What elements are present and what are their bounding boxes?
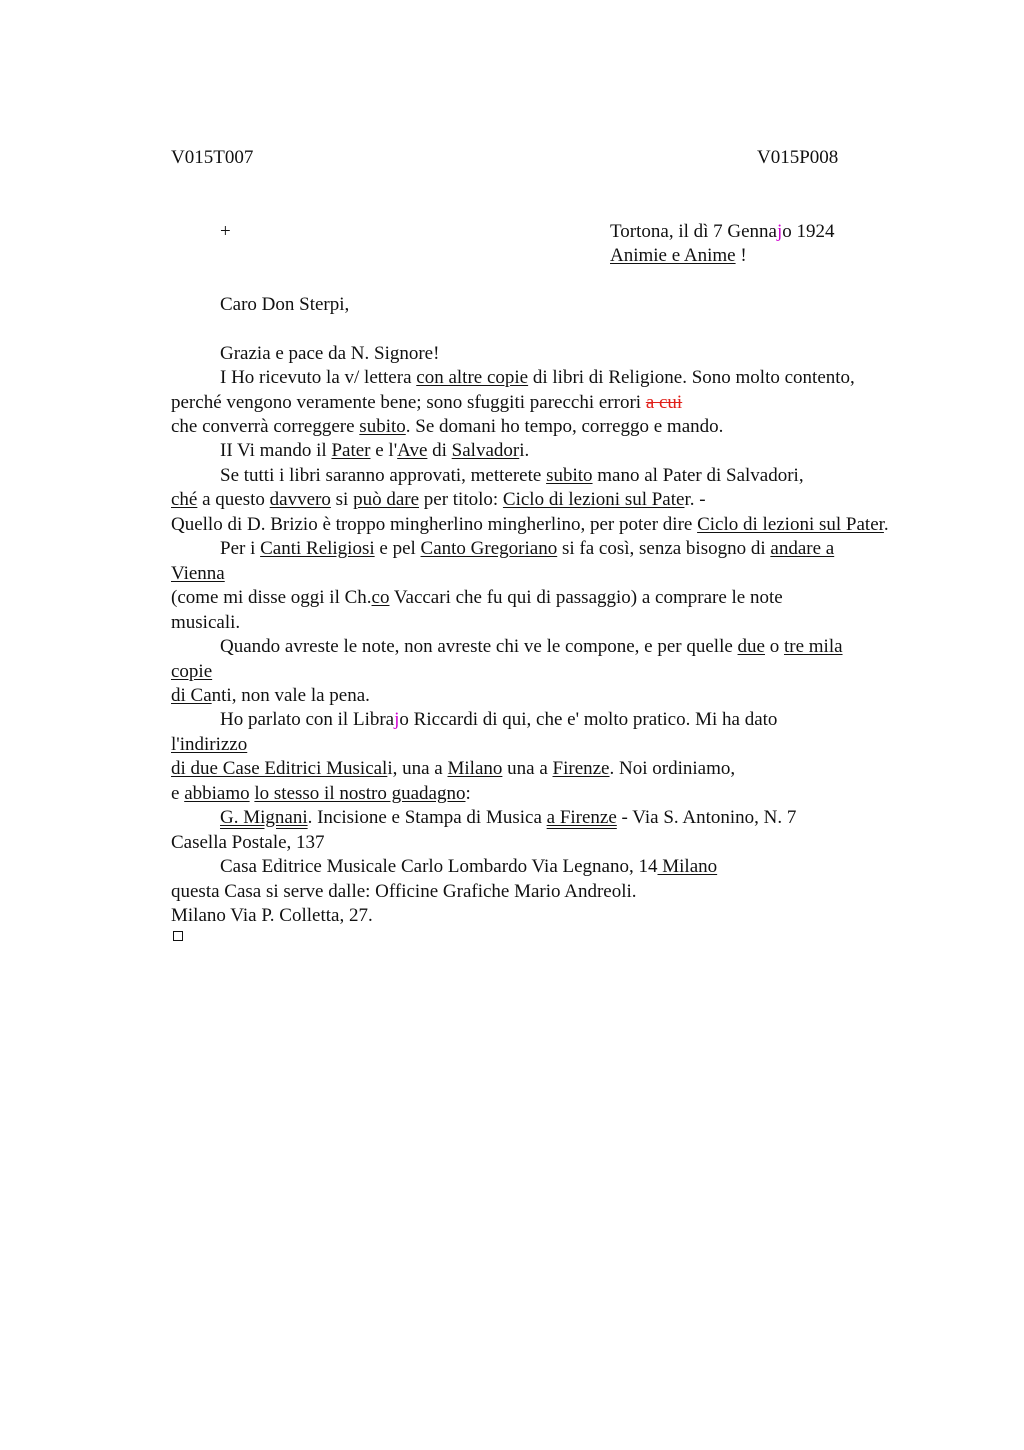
- text: di libri di Religione. Sono molto contento,: [528, 367, 855, 388]
- struck-text: a cui: [645, 392, 683, 413]
- motto: [610, 244, 747, 268]
- text: i, una a: [387, 758, 448, 779]
- underlined-text: due: [737, 636, 765, 657]
- underlined-text: di Ca: [171, 685, 212, 706]
- body-line: [171, 660, 212, 684]
- text: o: [764, 636, 784, 657]
- text: .: [883, 514, 889, 535]
- body-line: [171, 562, 225, 586]
- body-line: [171, 415, 723, 439]
- header-right-code: V015P008: [757, 147, 839, 168]
- place-date-j: j: [777, 221, 783, 242]
- underlined-text: davvero: [269, 489, 331, 510]
- place-date-part: o 1924: [782, 221, 835, 242]
- body-line: [171, 733, 247, 757]
- underlined-text: co: [371, 587, 390, 608]
- underlined-text: Ciclo di lezioni sul Pater: [697, 514, 884, 535]
- underlined-text: abbiamo: [184, 783, 250, 804]
- underlined-text: lo stesso il nostro guadagno: [254, 783, 466, 804]
- body-line: [220, 537, 834, 561]
- text: Quello di D. Brizio è troppo mingherlino mingherlino, per poter dire: [171, 514, 698, 535]
- body-line: [220, 439, 529, 463]
- underlined-text: subito: [359, 416, 406, 437]
- underlined-text: Milano: [657, 856, 718, 877]
- text: Se tutti i libri saranno approvati, metterete: [220, 465, 547, 486]
- text: si: [330, 489, 354, 510]
- body-line: [220, 708, 777, 732]
- place-date: [610, 220, 835, 244]
- text: perché vengono veramente bene; sono sfuggiti parecchi errori: [171, 392, 646, 413]
- double-underlined-text: G. Mignani: [220, 807, 308, 828]
- text: Ho parlato con il Libra: [220, 709, 395, 730]
- underlined-text: Vienna: [171, 563, 225, 584]
- text: per titolo:: [419, 489, 503, 510]
- text: a questo: [197, 489, 270, 510]
- body-line: [171, 513, 889, 537]
- body-line: [220, 464, 804, 488]
- body-line: [171, 611, 240, 635]
- body-line: [220, 366, 855, 390]
- underlined-text: Canti Religiosi: [260, 538, 375, 559]
- place-date-part: Tortona, il dì 7 Genna: [610, 221, 777, 242]
- text: o Riccardi di qui, che e' molto pratico. Mi ha dato: [399, 709, 778, 730]
- text: Casella Postale, 137: [171, 832, 325, 853]
- body-line: [220, 635, 843, 659]
- underlined-text: ché: [171, 489, 198, 510]
- square-outline-icon: [173, 931, 183, 941]
- body-line: [171, 391, 682, 415]
- text: e: [171, 783, 185, 804]
- text: II Vi mando il: [220, 440, 332, 461]
- text: Quando avreste le note, non avreste chi ve le compone, e per quelle: [220, 636, 738, 657]
- text: nti, non vale la pena.: [211, 685, 370, 706]
- body-line: [220, 855, 717, 879]
- underlined-text: Ave: [397, 440, 428, 461]
- header-left-code: V015T007: [171, 147, 254, 168]
- magenta-letter: j: [394, 709, 400, 730]
- text: questa Casa si serve dalle: Officine Grafiche Mario Andreoli.: [171, 881, 637, 902]
- text: i.: [519, 440, 530, 461]
- underlined-text: tre mila: [783, 636, 843, 657]
- underlined-text: di due Case Editrici Musical: [171, 758, 388, 779]
- text: una a: [502, 758, 553, 779]
- text: (come mi disse oggi il Ch.: [171, 587, 372, 608]
- underlined-text: con altre copie: [416, 367, 529, 388]
- text: Per i: [220, 538, 261, 559]
- underlined-text: copie: [171, 661, 213, 682]
- motto-mark: !: [735, 245, 747, 266]
- greeting: Grazia e pace da N. Signore!: [220, 343, 440, 364]
- underlined-text: Pater: [331, 440, 371, 461]
- text: . Noi ordiniamo,: [609, 758, 736, 779]
- text: - Via S. Antonino, N. 7: [616, 807, 797, 828]
- text: mano al Pater di Salvadori,: [592, 465, 804, 486]
- text: di: [427, 440, 452, 461]
- text: musicali.: [171, 612, 241, 633]
- body-line: [171, 586, 783, 610]
- body-line: [171, 488, 706, 512]
- underlined-text: Firenze: [552, 758, 610, 779]
- text: Casa Editrice Musicale Carlo Lombardo Via Legnano, 14: [220, 856, 658, 877]
- salutation: Caro Don Sterpi,: [220, 294, 350, 315]
- underlined-text: subito: [546, 465, 593, 486]
- double-underlined-text: a Firenze: [546, 807, 617, 828]
- text: I Ho ricevuto la v/ lettera: [220, 367, 417, 388]
- body-line: [171, 757, 735, 781]
- text: si fa così, senza bisogno di: [557, 538, 771, 559]
- motto-text: Animie e Anime: [610, 245, 736, 266]
- text: . Se domani ho tempo, correggo e mando.: [405, 416, 724, 437]
- body-line: [171, 904, 373, 928]
- underlined-text: l'indirizzo: [171, 734, 248, 755]
- body-line: [171, 684, 370, 708]
- text: :: [465, 783, 471, 804]
- underlined-text: Salvador: [451, 440, 520, 461]
- text: e pel: [374, 538, 421, 559]
- text: Vaccari che fu qui di passaggio) a comprare le note: [389, 587, 783, 608]
- body-line: [220, 806, 796, 830]
- body-line: [171, 831, 325, 855]
- underlined-text: può dare: [353, 489, 420, 510]
- text: Milano Via P. Colletta, 27.: [171, 905, 373, 926]
- underlined-text: andare a: [770, 538, 835, 559]
- underlined-text: Ciclo di lezioni sul Pate: [502, 489, 685, 510]
- text: . Incisione e Stampa di Musica: [307, 807, 547, 828]
- text: e l': [370, 440, 398, 461]
- text: che converrà correggere: [171, 416, 360, 437]
- underlined-text: Milano: [447, 758, 503, 779]
- cross-mark: +: [220, 221, 231, 242]
- underlined-text: Canto Gregoriano: [420, 538, 558, 559]
- body-line: [171, 782, 471, 806]
- text: r. -: [684, 489, 706, 510]
- body-line: [171, 880, 637, 904]
